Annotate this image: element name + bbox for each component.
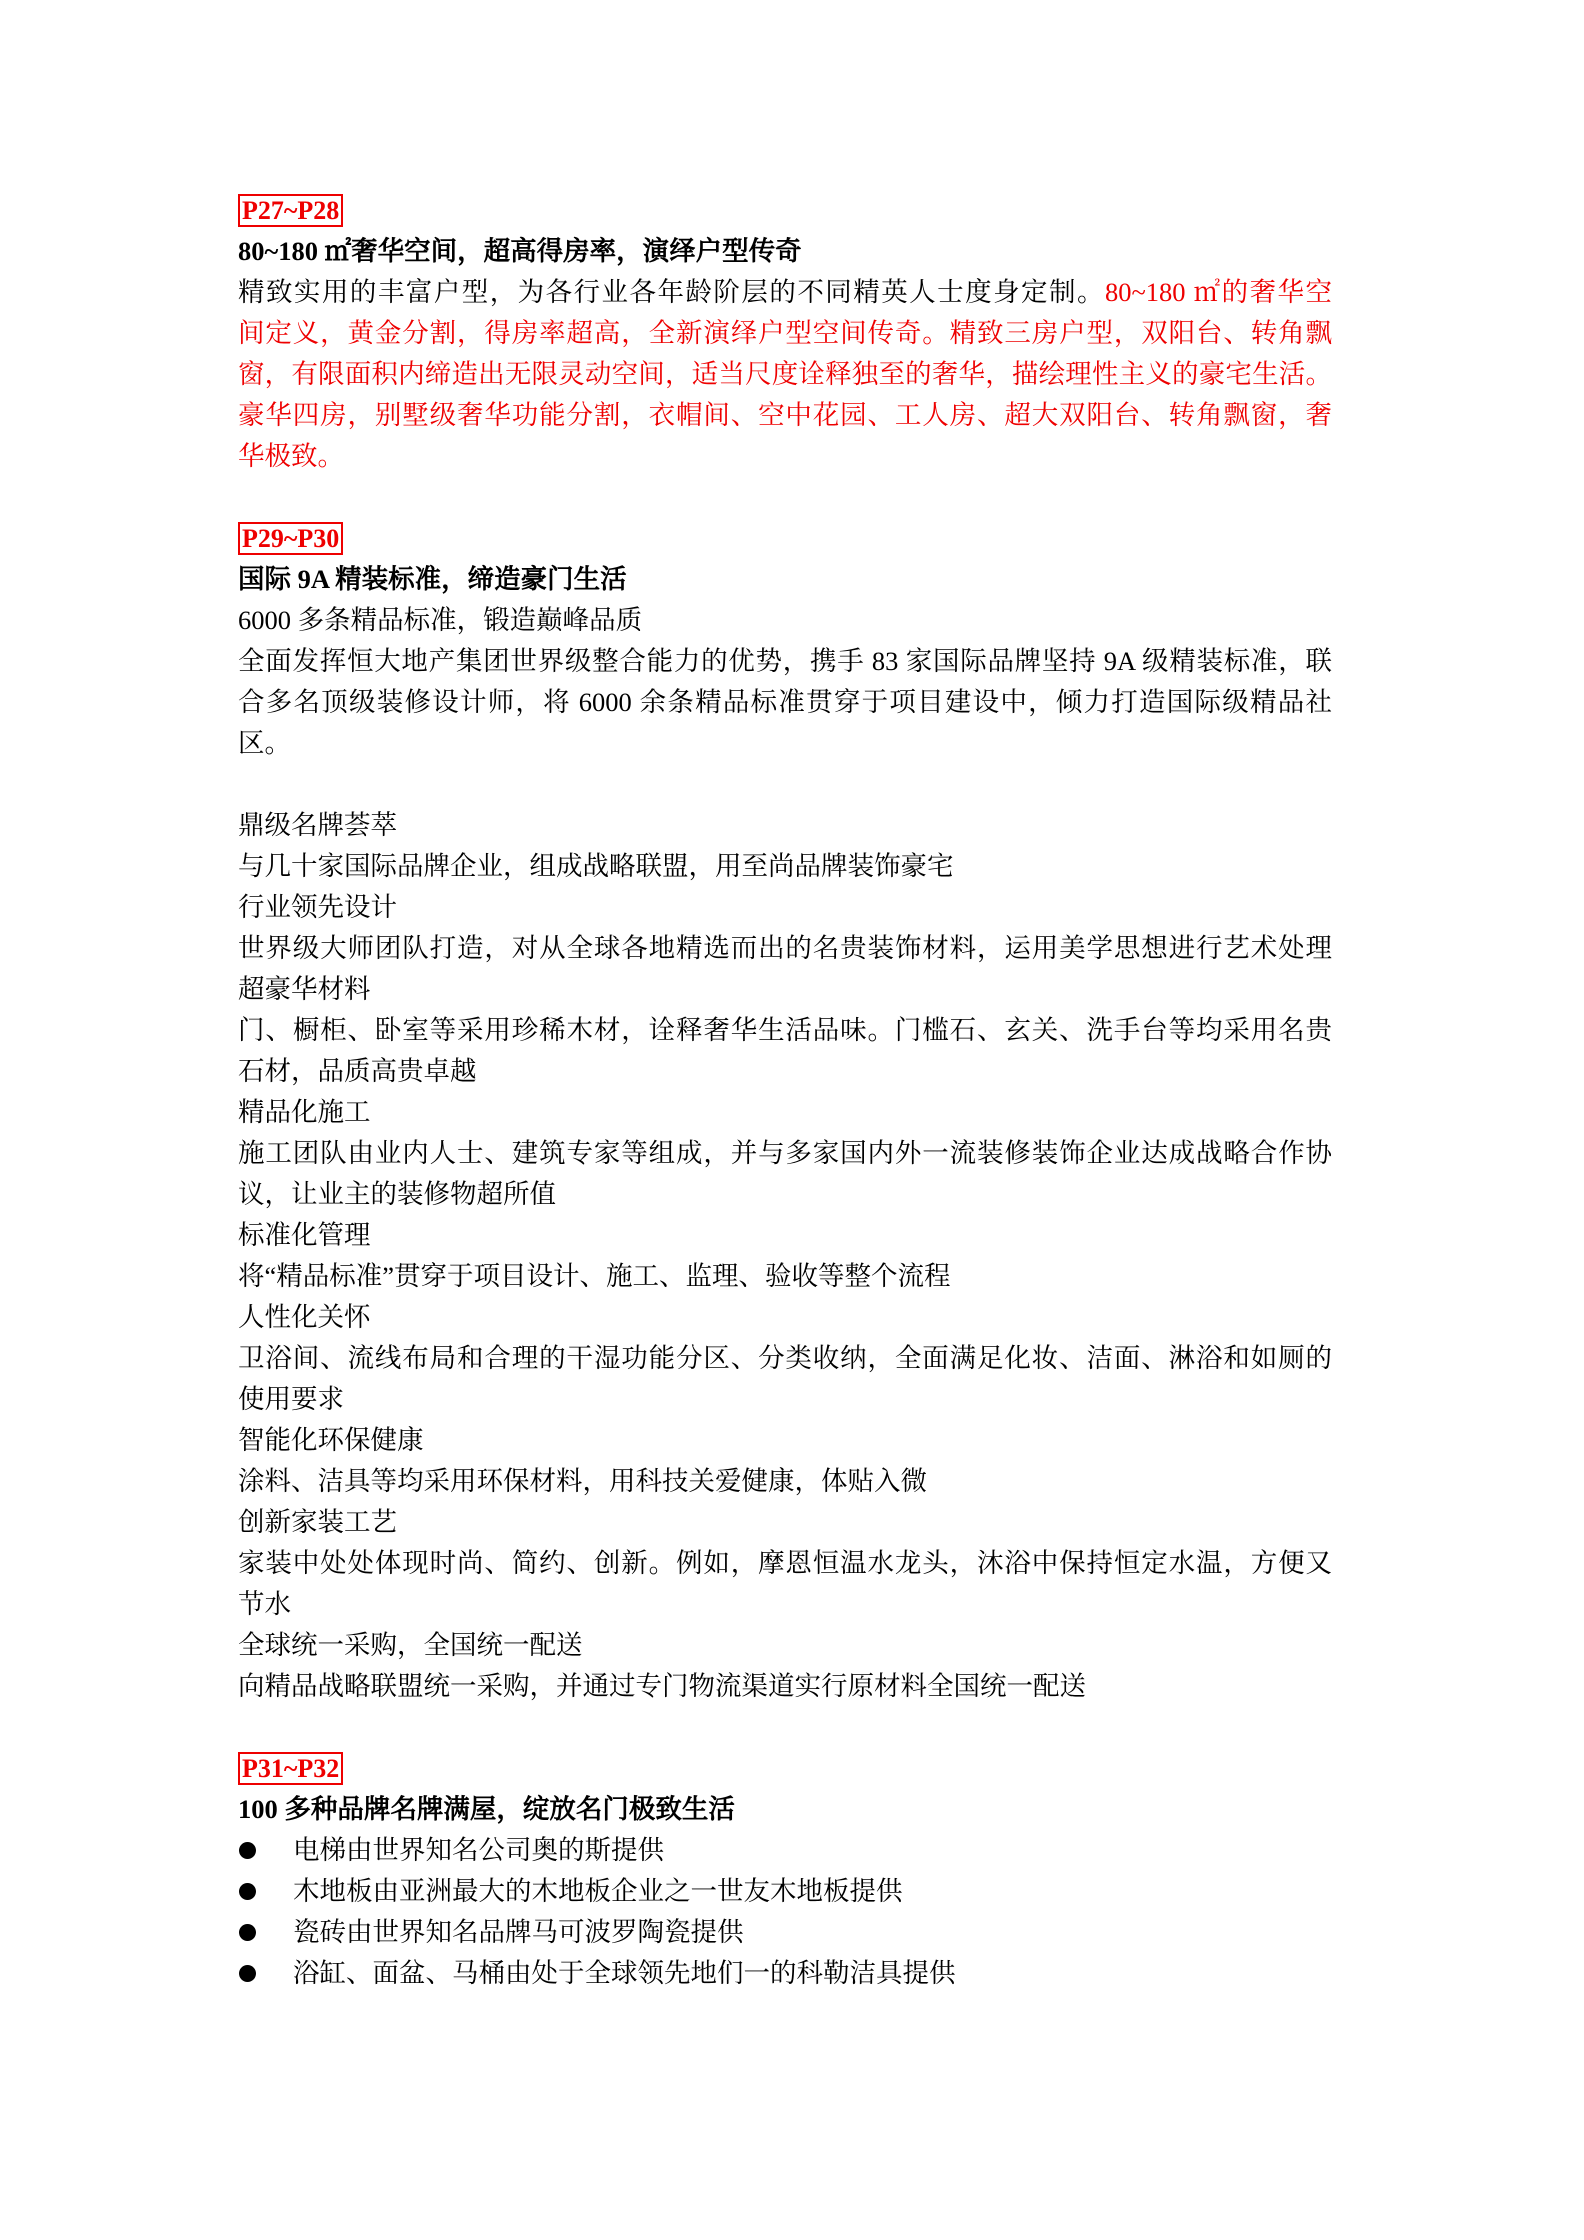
feature-description: 使用要求 bbox=[238, 1384, 344, 1414]
bullet-icon bbox=[239, 1965, 256, 1982]
page-range-tag: P31~P32 bbox=[238, 1752, 343, 1785]
paragraph-text: 精致实用的丰富户型，为各行业各年龄阶层的不同精英人士度身定制。 bbox=[238, 277, 1105, 307]
feature-description: 节水 bbox=[238, 1589, 291, 1619]
bullet-list-item bbox=[238, 1912, 1332, 1953]
feature-description: 门、橱柜、卧室等采用珍稀木材，诠释奢华生活品味。门槛石、玄关、洗手台等均采用名贵 bbox=[238, 1015, 1332, 1045]
paragraph-line: 间定义，黄金分割，得房率超高，全新演绎户型空间传奇。精致三房户型，双阳台、转角飘 bbox=[238, 318, 1332, 348]
highlighted-text: 80~180 ㎡的奢华空 bbox=[1104, 277, 1332, 307]
paragraph-line bbox=[238, 272, 1332, 313]
feature-title: 创新家装工艺 bbox=[238, 1507, 397, 1537]
feature-description: 世界级大师团队打造，对从全球各地精选而出的名贵装饰材料，运用美学思想进行艺术处理 bbox=[238, 933, 1332, 963]
feature-description: 石材，品质高贵卓越 bbox=[238, 1056, 477, 1086]
bullet-list-item bbox=[238, 1953, 1332, 1994]
feature-description: 卫浴间、流线布局和合理的干湿功能分区、分类收纳，全面满足化妆、洁面、淋浴和如厕的 bbox=[238, 1343, 1332, 1373]
feature-item bbox=[238, 887, 1332, 969]
feature-title: 鼎级名牌荟萃 bbox=[238, 810, 397, 840]
feature-item bbox=[238, 1420, 1332, 1502]
section-p31-p32 bbox=[238, 1748, 1332, 1994]
section-p29-p30 bbox=[238, 518, 1332, 1707]
bullet-list-item bbox=[238, 1830, 1332, 1871]
feature-title: 标准化管理 bbox=[238, 1220, 371, 1250]
feature-description: 将“精品标准”贯穿于项目设计、施工、监理、验收等整个流程 bbox=[238, 1261, 951, 1291]
feature-item bbox=[238, 1297, 1332, 1420]
bullet-text: 电梯由世界知名公司奥的斯提供 bbox=[293, 1835, 664, 1865]
feature-title: 人性化关怀 bbox=[238, 1302, 371, 1332]
page-range-tag-row bbox=[238, 518, 1332, 559]
bullet-text: 浴缸、面盆、马桶由处于全球领先地们一的科勒洁具提供 bbox=[293, 1958, 956, 1988]
paragraph-line: 窗，有限面积内缔造出无限灵动空间，适当尺度诠释独至的奢华，描绘理性主义的豪宅生活。 bbox=[238, 359, 1332, 389]
section-intro-paragraph bbox=[238, 641, 1332, 764]
bullet-icon bbox=[239, 1924, 256, 1941]
bullet-list-item bbox=[238, 1871, 1332, 1912]
section-p27-p28 bbox=[238, 190, 1332, 477]
feature-title: 超豪华材料 bbox=[238, 974, 371, 1004]
bullet-icon bbox=[239, 1842, 256, 1859]
page-range-tag-row bbox=[238, 190, 1332, 231]
bullet-text: 木地板由亚洲最大的木地板企业之一世友木地板提供 bbox=[293, 1876, 903, 1906]
feature-title: 智能化环保健康 bbox=[238, 1425, 424, 1455]
feature-description: 施工团队由业内人士、建筑专家等组成，并与多家国内外一流装修装饰企业达成战略合作协 bbox=[238, 1138, 1332, 1168]
feature-description: 家装中处处体现时尚、简约、创新。例如，摩恩恒温水龙头，沐浴中保持恒定水温，方便又 bbox=[238, 1548, 1332, 1578]
page-range-tag: P29~P30 bbox=[238, 522, 343, 555]
feature-item bbox=[238, 1092, 1332, 1215]
feature-item bbox=[238, 1625, 1332, 1707]
section-heading: 100 多种品牌名牌满屋，绽放名门极致生活 bbox=[238, 1794, 735, 1824]
paragraph-line: 华极致。 bbox=[238, 441, 344, 471]
document-page bbox=[238, 190, 1332, 1994]
bullet-list bbox=[238, 1830, 1332, 1994]
section-paragraph bbox=[238, 272, 1332, 477]
blank-line bbox=[238, 764, 1332, 805]
paragraph-line: 区。 bbox=[238, 728, 291, 758]
feature-item bbox=[238, 805, 1332, 887]
feature-description: 与几十家国际品牌企业，组成战略联盟，用至尚品牌装饰豪宅 bbox=[238, 851, 954, 881]
feature-description: 议，让业主的装修物超所值 bbox=[238, 1179, 556, 1209]
bullet-text: 瓷砖由世界知名品牌马可波罗陶瓷提供 bbox=[293, 1917, 744, 1947]
feature-title: 全球统一采购，全国统一配送 bbox=[238, 1630, 583, 1660]
bullet-icon bbox=[239, 1883, 256, 1900]
section-subheading: 6000 多条精品标准，锻造巅峰品质 bbox=[238, 605, 643, 635]
feature-description: 涂料、洁具等均采用环保材料，用科技关爱健康，体贴入微 bbox=[238, 1466, 927, 1496]
paragraph-line: 全面发挥恒大地产集团世界级整合能力的优势，携手 83 家国际品牌坚持 9A 级精装标准，联 bbox=[238, 646, 1332, 676]
feature-item bbox=[238, 1502, 1332, 1625]
feature-item bbox=[238, 969, 1332, 1092]
feature-list bbox=[238, 805, 1332, 1707]
section-heading: 国际 9A 精装标准，缔造豪门生活 bbox=[238, 564, 627, 594]
page-range-tag-row bbox=[238, 1748, 1332, 1789]
feature-title: 行业领先设计 bbox=[238, 892, 397, 922]
paragraph-line: 豪华四房，别墅级奢华功能分割，衣帽间、空中花园、工人房、超大双阳台、转角飘窗，奢 bbox=[238, 400, 1332, 430]
feature-item bbox=[238, 1215, 1332, 1297]
paragraph-line: 合多名顶级装修设计师，将 6000 余条精品标准贯穿于项目建设中，倾力打造国际级精品社 bbox=[238, 687, 1332, 717]
page-range-tag: P27~P28 bbox=[238, 194, 343, 227]
section-heading: 80~180 ㎡奢华空间，超高得房率，演绎户型传奇 bbox=[238, 236, 802, 266]
feature-description: 向精品战略联盟统一采购，并通过专门物流渠道实行原材料全国统一配送 bbox=[238, 1671, 1086, 1701]
feature-title: 精品化施工 bbox=[238, 1097, 371, 1127]
